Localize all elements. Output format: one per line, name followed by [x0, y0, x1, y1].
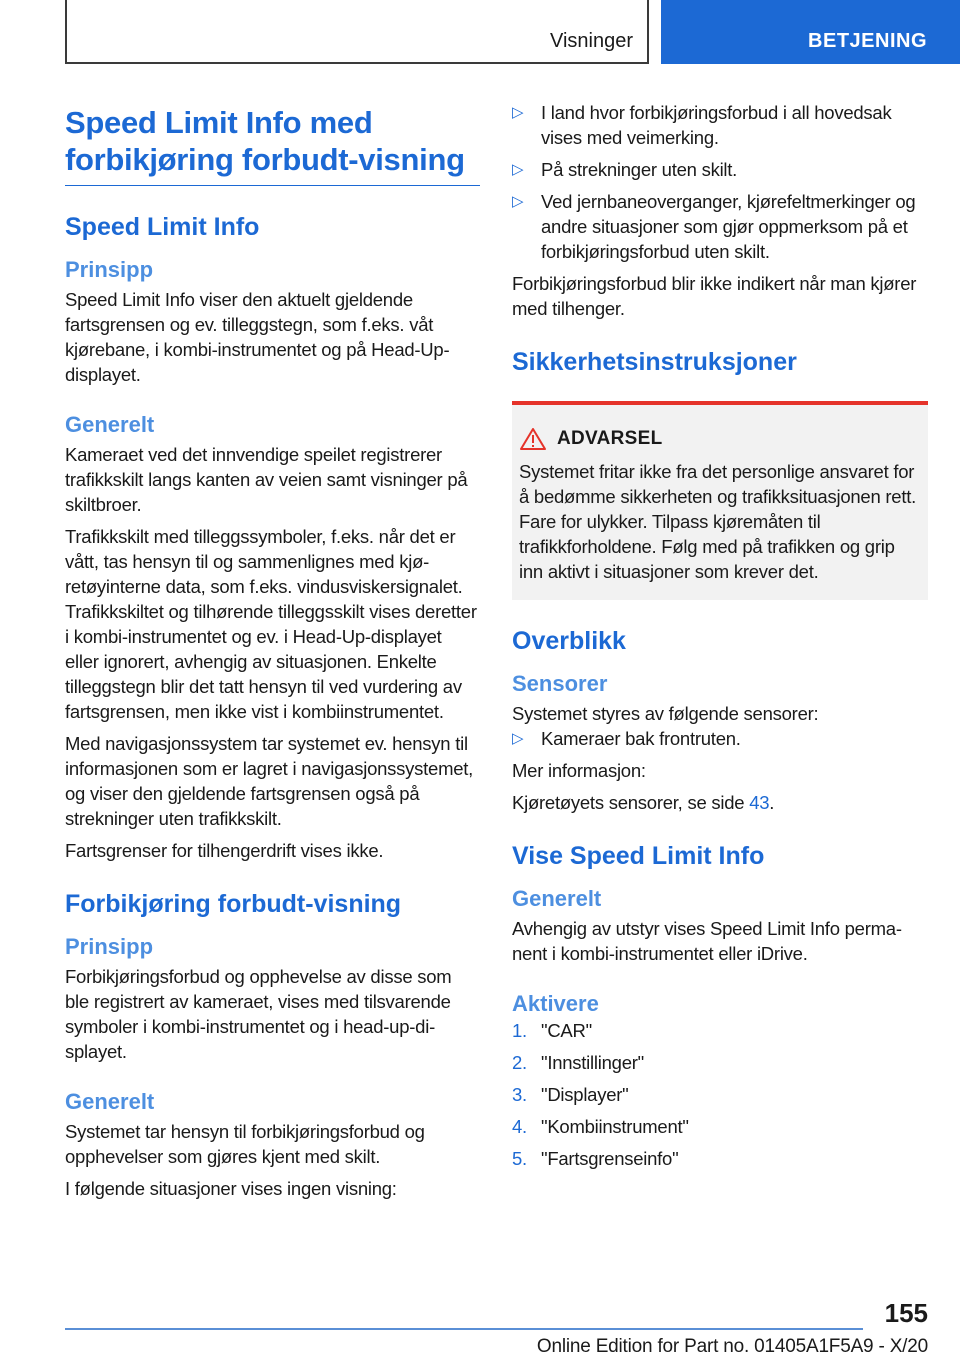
- paragraph: Fartsgrenser for tilhengerdrift vises ikke.: [65, 840, 384, 861]
- list-item: ▷ Ved jernbaneoverganger, kjørefeltmerkinger og andre situasjoner som gjør oppmerksom på et forbikjøringsforbud uten skilt.: [512, 191, 916, 262]
- bullet-list: [512, 726, 928, 751]
- steps-list: [512, 1018, 928, 1171]
- paragraph: Mer informasjon:: [512, 760, 646, 781]
- triangle-right-icon: ▷: [512, 104, 524, 121]
- heading-speed-limit-info: Speed Limit Info: [65, 213, 260, 241]
- subheading-aktivere: Aktivere: [512, 991, 599, 1016]
- heading-forbikjoring: Forbikjøring forbudt-visning: [65, 890, 402, 918]
- bullet-list: [512, 100, 928, 264]
- page-link-43[interactable]: 43: [749, 792, 770, 813]
- triangle-right-icon: ▷: [512, 193, 524, 210]
- warning-header: [519, 427, 920, 451]
- warning-box: [512, 401, 928, 600]
- heading-sikkerhetsinstruksjoner: Sikkerhetsinstruksjoner: [512, 348, 797, 376]
- list-item: ▷ Kameraer bak frontruten.: [512, 728, 741, 749]
- paragraph: Systemet styres av følgende sensorer:: [512, 703, 819, 724]
- list-item: ▷ I land hvor forbikjøringsforbud i all hovedsak vises med veimerking.: [512, 102, 892, 148]
- subheading-generelt: Generelt: [65, 1089, 155, 1114]
- paragraph: Med navigasjonssystem tar systemet ev. hensyn til informasjonen som er lagret i navigasjonssystemet, og viser den gjeldende fartsgrensen også på strekninger uten trafikkskilt.: [65, 733, 474, 829]
- list-item: 4. "Kombiinstrument": [512, 1116, 689, 1137]
- subheading-generelt: Generelt: [512, 886, 602, 911]
- header-chapter-label: BETJENING: [808, 30, 927, 52]
- paragraph: I følgende situasjoner vises ingen visning:: [65, 1178, 397, 1199]
- list-item: 1. "CAR": [512, 1020, 592, 1041]
- header-section-tab: [65, 0, 649, 64]
- warning-triangle-icon: [519, 427, 547, 451]
- subheading-prinsipp: Prinsipp: [65, 934, 154, 959]
- subheading-generelt: Generelt: [65, 412, 155, 437]
- paragraph: Systemet tar hensyn til forbikjøringsforbud og opphevelser som gjøres kjent med skilt.: [65, 1121, 425, 1167]
- paragraph: Forbikjøringsforbud blir ikke indikert når man kjører med tilhenger.: [512, 273, 917, 319]
- subheading-sensorer: Sensorer: [512, 671, 608, 696]
- paragraph-sensor-reference: Kjøretøyets sensorer, se side 43.: [512, 792, 775, 813]
- paragraph: Kameraet ved det innvendige speilet registrerer trafikkskilt langs kanten av veien samt visninger på skiltbroer.: [65, 444, 468, 515]
- footer-edition: Online Edition for Part no. 01405A1F5A9 - X/20: [536, 1336, 928, 1357]
- paragraph: Forbikjøringsforbud og opphevelse av disse som ble registrert av kameraet, vises med tilsvarende symboler i kombi-instrumentet og i head-up-displayet.: [65, 966, 452, 1062]
- list-item: ▷ På strekninger uten skilt.: [512, 159, 738, 180]
- warning-text: Systemet fritar ikke fra det personlige ansvaret for å bedømme sikkerheten og trafikksituasjonen rett. Fare for ulykker. Tilpass kjøremåten til trafikkforholdene. Følg med på trafikken og grip inn aktivt i situasjoner som krever det.: [519, 461, 916, 582]
- triangle-right-icon: ▷: [512, 730, 524, 747]
- subheading-prinsipp: Prinsipp: [65, 257, 154, 282]
- triangle-right-icon: ▷: [512, 161, 524, 178]
- paragraph: Avhengig av utstyr vises Speed Limit Info permanent i kombi-instrumentet eller iDrive.: [512, 918, 902, 964]
- header-section-label: Visninger: [549, 30, 633, 52]
- page-number: 155: [884, 1298, 928, 1328]
- right-column: [512, 100, 928, 1171]
- list-item: 2. "Innstillinger": [512, 1052, 644, 1073]
- paragraph: Speed Limit Info viser den aktuelt gjeldende fartsgrensen og ev. tilleggstegn, som f.eks. våt kjørebane, i kombi-instrumentet og på Head-Up-displayet.: [65, 289, 450, 385]
- list-item: 3. "Displayer": [512, 1084, 629, 1105]
- footer-divider: [65, 1328, 863, 1330]
- list-item: 5. "Fartsgrenseinfo": [512, 1148, 679, 1169]
- page-title: Speed Limit Info med forbikjøring forbudt-visning: [65, 104, 480, 186]
- heading-vise-speed-limit-info: Vise Speed Limit Info: [512, 842, 765, 870]
- header-chapter-tab: [661, 0, 960, 64]
- heading-overblikk: Overblikk: [512, 627, 626, 655]
- left-column: [65, 100, 480, 1201]
- warning-title: ADVARSEL: [557, 428, 663, 449]
- paragraph: Trafikkskilt med tilleggssymboler, f.eks. når det er vått, tas hensyn til og sammenlignes med kjøretøyinterne data, som f.eks. vindusviskersignalet. Trafikkskiltet og tilhørende tilleggsskilt vises deretter i kombi-instrumentet og ev. i Head-Up-displayet eller ignorert, avhengig av situasjonen. Enkelte tilleggstegn blir det tatt hensyn til ved vurdering av fartsgrensen, men ikke vist i kombiinstrumentet.: [65, 526, 477, 722]
